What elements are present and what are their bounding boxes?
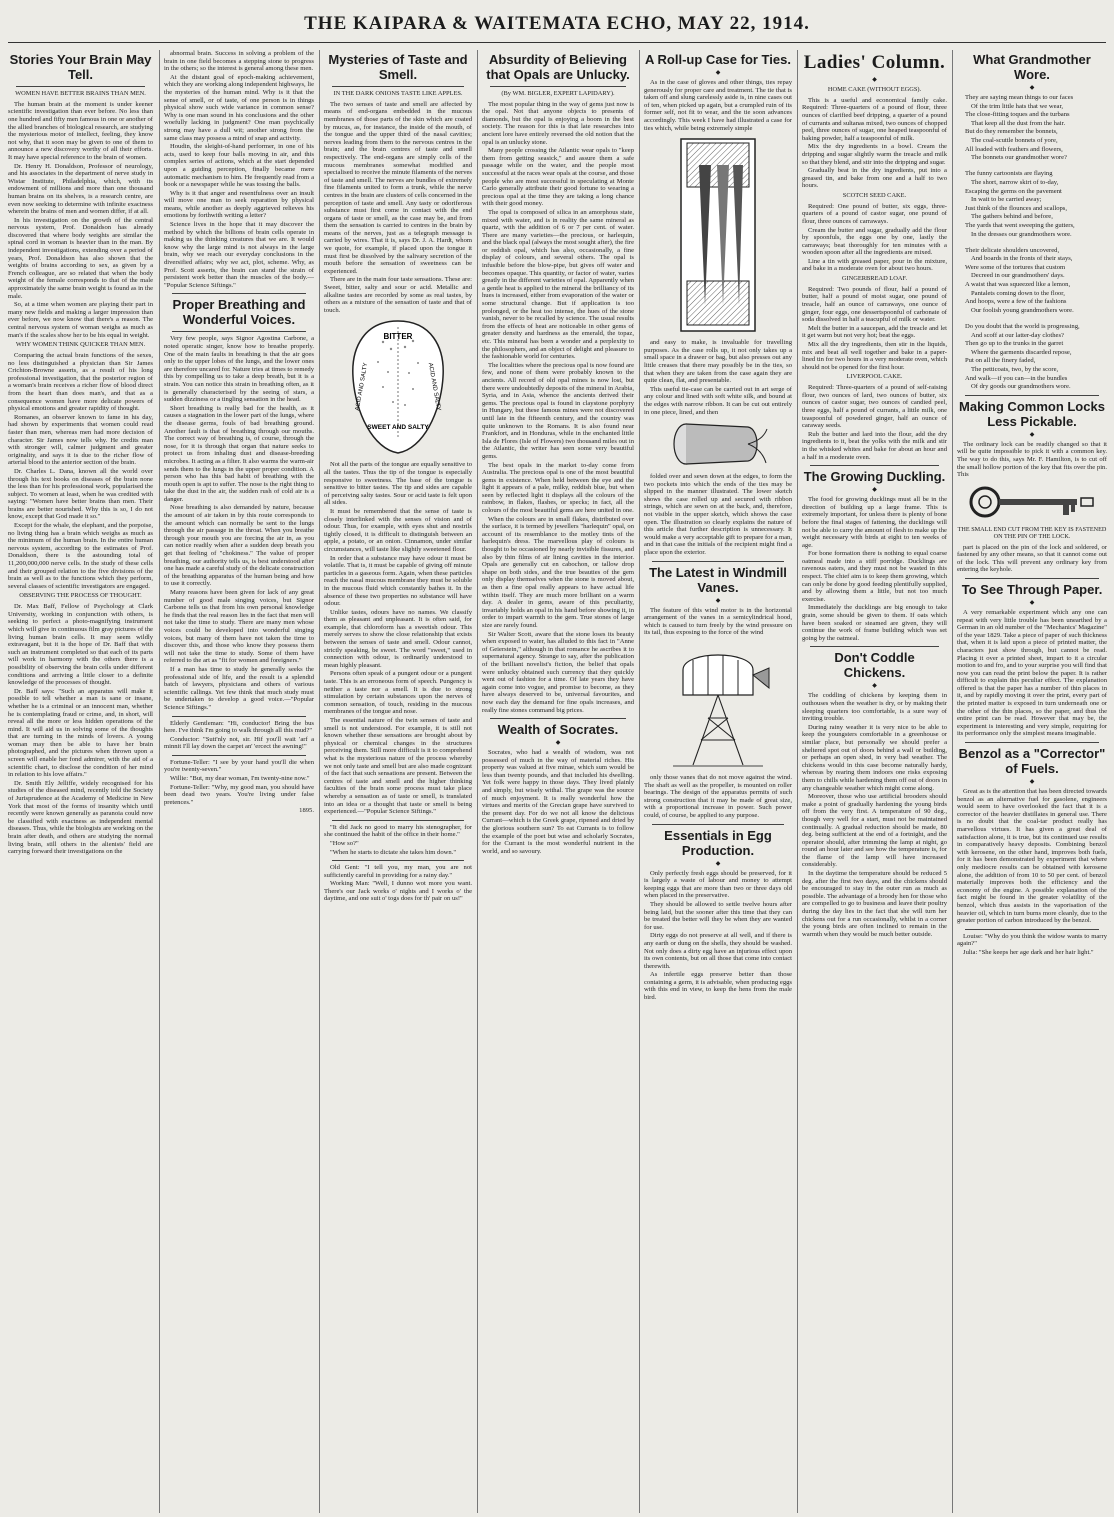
paragraph: Dirty eggs do not preserve at all well, and if there is any earth or dung on the shells, they should be washed. Not only does a dirty egg have an injurious effect upon its own contents, but on all those that come into contact therewith.: [644, 932, 792, 970]
poem-line: And hoops, were a few of the fashions: [965, 298, 1067, 306]
diamond-ornament: ◆: [715, 597, 721, 604]
diamond-ornament: ◆: [872, 77, 877, 83]
poem-line: They are saying mean things to our faces: [965, 94, 1074, 101]
paragraph: Required: One pound of butter, six eggs, three-quarters of a pound of castor sugar, one pound of flour, three ounces of carraways.: [802, 202, 947, 225]
paragraph: Short breathing is really bad for the health, as it causes a stagnation in the lower part of the lungs, where the disease germs, fouls of bad breathing ground. Another fault is that of breathing through our mouths. The correct way of breathing is, of course, through the nose, for it is through that organ that nature seeks to protect us from inhaling dust and disease-breeding microbes. It acting as a filter. It also warms the warm-air sends them to the lungs in the upper proper condition. A person who has this bad habit of breathing with the mouth open is apt to suffer. The nose is the right thing to take the dust in the air, the sudden rush of cold air is a danger.: [164, 404, 314, 503]
diamond-ornament: ◆: [1029, 779, 1035, 786]
joke-line: Louise: "Why do you think the widow wants to marry again?": [957, 932, 1107, 948]
paragraph: When the colours are in small flakes, distributed over the surface, it is termed by jewellers "harlequin" opal, on account of its resemblance to the motley tints of the harlequin's dress. The marvellous play of colours is thought to be occasioned by nearly invisible fissures, and also by thin films of air lining cavities in the interior. Opals are generally cut en cabochon, or tallow drop shape on both sides, and the true beauties of the gem only display themselves when the stone is moved about, as then a fine opal really appears to have actual life within itself. They are much more brilliant on a warm day. A dealer in gems, aware of this peculiarity, invariably holds an opal in his hand before showing it, in order to impart warmth to the gem. True stones of large size are rarely found.: [482, 515, 634, 629]
diamond-ornament: ◆: [555, 740, 561, 747]
joke-line: Julia: "She keeps her age dark and her hair light.": [963, 948, 1094, 956]
poem-line: But do they remember the bonnets,: [965, 128, 1058, 136]
paragraph: Socrates, who had a wealth of wisdom, was not possessed of much in the way of material riches. His property was valued at five minae, which sum would be less than twenty pounds, and that included his dwelling. Yet folk were happy in those days. They lived plainly and simply, but wisely withal. The grape was the source of much enjoyment. It is really wonderful how the virtues and merits of the Grecian grape have survived to the present day. For do we not all know the delicious Currant—which is the Greek grape, ripened and dried by the glorious southern sun? To eat Currants is to follow the example of the poet but wise and scholarly Socrates, for the Currant is the most wonderful nutrient in the world, and so savoury.: [482, 749, 634, 855]
paragraph: Unlike tastes, odours have no names. We classify them as pleasant and unpleasant. It is often said, for example, that chloroform has a sweetish odour. This merely serves to show the close relationship that exists between the senses of taste and smell. Odour cannot, strictly speaking, be sweet. The word "sweet," used in connection with odour, is ordinarily understood to mean highly pleasant.: [324, 608, 472, 669]
paragraph: The opal is composed of silica in an amorphous state, mixed with water, and is in reality the same mineral as quartz, with the addition of 6 or 7 per cent. of water. There are many varieties—the precious, or harlequin, and the black opal (always the most sought after), the fire or reddish opal, which has also, occasionally, a fine display of colours, and several others. The opal is infusible before the blow-pipe, but gives off water and becomes opaque. This quantity, or factor of water, varies greatly in the different varieties of opal. Apparently when a gentle heat is applied to the mineral the brilliancy of its hues is increased, either from evaporation of the water or some structural change. But if application is too prolonged, or the heat too intense, the hues of the stone vanish, never to be recalled by science. The usual results from the effects of heat are noticeable in other gems of greater density and hardness as the emerald, the topaz, etc. This mineral has been a wonder and a perplexity to the philosophers, and an object of delight and pleasure to the fashionable world for centuries.: [482, 208, 634, 361]
poem-line: Decreed in our grandmothers' days.: [971, 272, 1065, 280]
paragraph: A very remarkable experiment which any one can repeat with very little trouble has been unearthed by a German in an old number of the "Mechanics' Magazine" of the year 1829. Take a piece of paper of such thickness that, when it is laid upon a piece of printed matter, the characters just show through, but cannot be read. Placing it over a printed sheet, impart to it a circular motion to and fro, and to your surprise you will find that now you can read the print below the paper. It is rather difficult to explain this peculiar effect. The explanation offered is that the paper has a number of thin places in it, and by rapidly moving it over the print, every part of the printed matter is exposed in turn underneath one or the other of the thin places, so the paper, and thus the entire print can be read. However that may be, the experiment is interesting and very simple, requiring for its performance only the simplest means imaginable.: [957, 608, 1107, 738]
poem-line: Put on all the finery faded,: [965, 357, 1036, 365]
tongue-label-tip: SWEET AND SALTY: [367, 424, 429, 432]
paragraph: The human brain at the moment is under keener scientific investigation than ever before. No less than one hundred and fifty men famous in one or another of the allied branches of biological research, are studying the mysterious motor of intellect, feeling, they know not why, that it soon may be given to one of them to announce a new discovery worthy of all their efforts. It may have special reference to the brain of women.: [8, 100, 153, 161]
joke-line: Willie: "But, my dear woman, I'm twenty-nine now.": [170, 775, 310, 783]
tie-case-rolled-illustration: [668, 419, 768, 469]
divider: [172, 716, 306, 717]
paragraph: Dr. Charles L. Dana, known all the world over through his text books on diseases of the brain none the less than for his professional work, popularised the subject. To women at least, when he was credited with saying: "Women have better brains than men. Their brains are better nourished. Why this is so, I do not know, except that God made it so.": [8, 467, 153, 521]
paragraph: As in the case of gloves and other things, ties repay generously for proper care and treatment. The tie that is taken off and slung carelessly aside is, in nine cases out of ten, when picked up again, but a crumpled ruin of its former self, not fit to wear, and the tie soon advances accordingly. This week I have had illustrated a case for ties which, while being extremely simple: [644, 79, 792, 132]
headline-duckling: The Growing Duckling.: [803, 469, 946, 485]
paragraph: Only perfectly fresh eggs should be preserved, for it is largely a waste of labour and money to attempt keeping eggs that are more than two or three days old when placed in the preservative.: [644, 869, 792, 900]
recipe-title: SCOTCH SEED CAKE.: [842, 191, 907, 199]
poem-line: The coal-scuttle bonnets of yore,: [971, 136, 1058, 144]
divider: [965, 578, 1099, 579]
divider: [332, 86, 464, 87]
paragraph: The two senses of taste and smell are affected by means of end-organs embedded in the mucous membranes of those parts of the skin which are coated by mucus, as, for instance, the inside of the mouth, of the tongue and the upper third of the nasal cavities; nerves leading from them to the nervous centres in the brain; and the brain centres of taste and smell respectively. The end-organs are simply cells of the mucous membranes somewhat modified and specialised to receive the minute filaments of the nerves of taste and smell. The nerves are bundles of extremely fine filaments united to form a trunk, while the nerve centres in the brain are clusters of cells concerned in the perception of taste and smell. Any tasty or odoriferous substance must first come in contact with the end organs of taste or smell, as the case may be, and from them the sensation is carried to centres in the brain by means of the nerves, just as a telegraph message is carried by wires. That it is, says Dr. J. A. Hardt, whom we quote, for example, if placed upon the tongue it must first be dissolved by the salivary secretion of the mouth before the sensation of sweetness can be experienced.: [324, 100, 472, 275]
poem-line: The petticoats, two, by the score,: [971, 366, 1059, 373]
paragraph: At the distant goal of epoch-making achievement, which they are working along independent highways, lie the mysteries of the human mind. Why is it that the sense of smell, or of taste, of one person is in things physical show such wide variance in common sense? Why is one man sound in his conclusions and the other woefully lacking in judgment? One man psychically strong may have a dull wit; another strong from the same class may possess a mind of snap and activity.: [164, 73, 314, 142]
divider: [332, 860, 464, 861]
paragraph: Gradually beat in the dry ingredients, put into a greased tin, and bake from one and a half to two hours.: [802, 167, 947, 190]
poem-line: The gathers behind and before,: [971, 213, 1053, 221]
joke-line: Fortune-Teller: "I see by your hand you'll die when you're twenty-seven.": [164, 758, 314, 774]
poem-line: Do you doubt that the world is progressing,: [965, 323, 1080, 331]
column-7: [952, 50, 1107, 1513]
poem-line: All loaded with feathers and flowers,: [965, 145, 1063, 153]
headline-taste-smell: Mysteries of Taste and Smell.: [328, 52, 468, 82]
paragraph: For bone formation there is nothing to equal coarse oatmeal made into a stiff porridge. Ducklings are ravenous eaters, and they must not be wasted in this respect. The chief aim is to keep them growing, which can only be done by good feeding plentifully supplied, and by allowing them a little, but not too much exercise.: [802, 550, 947, 603]
joke-line: Conductor: "Sutt'nly not, sir. Hif you'll wait 'arf a minnit I'll lay down the carpet an' 'ercect the awning!": [164, 735, 314, 751]
subhead-onions: IN THE DARK ONIONS TASTE LIKE APPLES.: [333, 90, 463, 97]
poem-line: In the dresses our grandmothers wore.: [971, 230, 1072, 238]
recipe-title: HOME CAKE (WITHOUT EGGS).: [827, 86, 922, 93]
paragraph: Required: Three-quarters of a pound of self-raising flour, two ounces of lard, two ounces of butter, six ounces of castor sugar, two ounces of candied peel, three eggs, half a pound of currants, a little milk, one teaspoonful of powdered ginger, half an ounce of caraway seeds.: [802, 384, 947, 430]
headline-eggs: Essentials in Egg Production.: [664, 827, 772, 858]
paragraph: Great as is the attention that has been directed towards benzol as an alternative fuel for gasolene, engineers would seem to have overlooked the fact that it is a corrector of the heavier distillates in general use. There is no doubt that the coal-tar product really has marvellous virtues. It has given a great deal of satisfaction alone, it is true, but its continued use results in comparatively heavy deposits. Combining benzol with kerosene, on the other hand, improves both fuels, for it has been demonstrated by experiment that where only mediocre results can be obtained with kerosene alone, the addition of from 10 to 50 per cent. of benzol materially improves both the efficiency and the economy of the engine. A possible explanation of the fact might be found in the greater volatility of the benzol, which thus assists in the vaporisation of the heavier oil, which in turn burns more cleanly, due to the greater portion of carbon introduced by the benzol.: [957, 788, 1107, 925]
poem-line: Their delicate shoulders uncovered,: [965, 246, 1060, 254]
paragraph: Science lives in the hope that it may discover the method by which the billions of brain cells operate in making us the thinking creatures that we are. It would know why the large mind is not always in the large brain, why we reach our everyday conclusions in the diversified affairs; why we act, plot, scheme. Why, as Prof. Scott asserts, the brain can stand the strain of persistent work better than the muscles of the body.— "Popular Science Siftings.": [164, 221, 314, 289]
paragraph: In the daytime the temperature should be reduced 5 deg. after the first two days, and the chickens should be encouraged to stay in the outer run as much as possible. The advantage of a broody hen for those who are compelled to go to business and leave their poultry during the day lies in the fact that she will turn her chickens out for a run occasionally, whilst in a corner the young birds are often inclined to remain in the warmth when they would be much better outside.: [802, 870, 947, 938]
paragraph: Rub the butter and lard into the flour, add the dry ingredients to it, beat the yolks with the milk and stir in the whisked whites and bake for about an hour and a half in a moderate oven.: [802, 430, 947, 461]
diamond-ornament: ◆: [1029, 599, 1035, 606]
poem-line: And scoff at our latter-day clothes?: [971, 331, 1064, 339]
joke-line: Old Gent: "I tell you, my man, you are not sufficiently careful in providing for a rainy day.": [324, 864, 472, 879]
joke-line: "How so?": [330, 839, 359, 847]
poem-line: Then go up to the trunks in the garret: [965, 340, 1064, 348]
joke-line: Working Man: "Well, I dunno wot more you want. There's our Jack works o' nights and I works o' the daytime, and one suit o' togs does for th' pair on us!": [324, 880, 472, 903]
column-1: [8, 50, 153, 1513]
paragraph: Sir Walter Scott, aware that the stone loses its beauty when exposed to water, has alluded to this fact in "Anne of Geierstein," although in that romance he ascribes it to supernatural agency. Strange to say, after the publication of the brilliant novelist's fiction, the belief that opals were unlucky obtained such currency that they quickly went out of fashion for a time. Of late years they have again come into vogue, and promise to become, as they have always deserved to be, universal favourites, and now each day the demand for fine opals increases, and really fine stones command big prices.: [482, 630, 634, 714]
column-4: [477, 50, 634, 1513]
paragraph: Except for the whale, the elephant, and the porpoise, no living thing has a brain which weighs as much as the minimum of the human brain. In the entire human nervous system, according to the estimates of Prof. Donaldson, there is the astounding total of 11,200,000,000 nerve cells. In the study of these cells and their grouped relation to the five divisions of the brain as well as to the functions which they perform, several classes of scientific investigators are engaged.: [8, 522, 153, 590]
paragraph: only those vanes that do not move against the wind. The shaft as well as the propeller, is mounted on roller bearings. The design of the apparatus permits of such strong construction that it may be made of great size, with a proportional increase in power. Such power could, of course, be applied to any purpose.: [644, 774, 792, 819]
subhead-think-quicker: WHY WOMEN THINK QUICKER THAN MEN.: [15, 341, 146, 349]
masthead: THE KAIPARA & WAITEMATA ECHO, MAY 22, 1914.: [8, 6, 1106, 43]
divider: [172, 755, 306, 756]
tongue-illustration: [343, 317, 453, 457]
paragraph: During rainy weather it is very nice to be able to keep the youngsters comfortable in a greenhouse or similar place, but personally we should prefer a sheltered spot out of doors behind a wall or building, or perhaps an open shed, in very bad weather. The chickens would in this case become naturally hardy, whereas by rearing them indoors one risks exposing them to chills while hardening them off out of doors in any changeable weather which might come along.: [802, 723, 947, 792]
divider: [652, 824, 784, 825]
poem-line: And walk—if you can—in the bundles: [965, 374, 1068, 382]
subhead-process-thought: OBSERVING THE PROCESS OF THOUGHT.: [19, 592, 142, 600]
paragraph: The localities where the precious opal is now found are few, and none of them were probably known to the ancients. All record of old opal mines is now lost, but there were undoubtedly deposits of the mineral in Arabia, Syria, and in Asia, whence the ancients derived their gems. The precious opal is found in claystone porphyry in Hungary, but these famous mines were not discovered until late in the fifteenth century, and the country was quite unknown to the Romans. It is also found near Frankfort, and in Honduras, while in the enchanted little Isla de Flores (Isle of Flowers) two thousand miles out in the Atlantic, the writer has seen some very beautiful gems.: [482, 361, 634, 460]
paragraph: The ordinary lock can be readily changed so that it will be quite impossible to pick it with a common key. The way to do this, says Mr. F. Hamilton, is to cut off the small hollow portion of the key that fits over the pin. This: [957, 440, 1107, 479]
divider: [332, 820, 464, 821]
poem-line: Our foolish young grandmothers wore.: [971, 306, 1074, 314]
paragraph: Many people crossing the Atlantic wear opals to "keep them from getting seasick," and assure them a safe passage while on the water, and the people most successful at the races wear opals at the course, and those people who are most successful in speculating at Monte Carlo generally attribute their good fortune to wearing a precious opal at the time they are taking a long chance with their good money.: [482, 147, 634, 208]
paragraph: They should be allowed to settle twelve hours after being laid, but the sooner after this time that they can be treated the better will they be when they are wanted for use.: [644, 900, 792, 931]
headline-ladies-column: Ladies' Column.: [803, 52, 946, 73]
columns: [8, 50, 1106, 1513]
paragraph: Comparing the actual brain functions of the sexes, no less distinguished a physician than Sir James Crichton-Browne asserts, as a result of his long professional investigation, that the posterior region of a woman's brain receives a richer flow of blood direct from the heart than does man's, and that as a consequence women have more delicate powers of physical emotions and greater rapidity of thought.: [8, 352, 153, 413]
divider: [16, 86, 145, 87]
poem-line: Of dry goods our grandmothers wore.: [971, 383, 1071, 391]
paragraph: The best opals in the market to-day come from Australia. The precious opal is one of the most beautiful gems in existence. When held between the eye and the light it appears of a pale, milky, reddish blue, but when seen by reflected light it displays all the colours of the rainbow, in flakes, flashes, or specks; in fact, all the colours of the most beautiful gems are here united in one.: [482, 461, 634, 515]
paragraph: Dr. Baff says: "Such an apparatus will make it possible to tell whether a man is sane or insane, whether he is a criminal or an innocent man, whether he is contemplating fraud or crime, and, in short, will reveal all the more or less hidden operations of the mind. It will aid us in solving some of the thoughts that are turning in the minds of lovers. A young woman may then be able to have her brain photographed, and the pictures when thrown upon a screen will enable her fond admirer, with the aid of a scientific chart, to disclose the condition of her mind in relation to his love affairs.": [8, 687, 153, 779]
paragraph: Melt the butter in a saucepan, add the treacle and let it get warm but not very hot; beat the eggs.: [802, 324, 947, 340]
poem-line: Just think of the flounces and scallops,: [965, 204, 1068, 212]
joke-date: 1895.: [299, 807, 314, 815]
headline-grandmother: What Grandmother Wore.: [973, 52, 1091, 82]
tie-case-open-illustration: [673, 135, 763, 335]
paragraph: In his investigation on the growth of the central nervous system, Prof. Donaldson has already discovered that where body weights are similar the spinal cord in woman is heavier than in the man. By independent investigations, extending over a period of years, Prof. Donaldson has also shown that the weights of brains according to sex, as given by a French colleague, are so related that when the body weight of the female corresponds to that of the male approximately the same brain weight is found as in the male.: [8, 216, 153, 300]
paragraph: Dr. Smith Ely Jelliffe, widely recognised for his studies of the diseased mind, recently told the Society of Jurisprudence at the Academy of Medicine in New York that most of the forms of insanity which until recently were known generally as paranoia could now be classified with exactness as independent mental diseases. Thus, while the biologists are working on the brain after death, and others are studying the normal living brain, still others in the alienists' field are carrying forward their investigations on the: [8, 779, 153, 856]
poem: [957, 94, 1107, 391]
paragraph: The most popular thing in the way of gems just now is the opal. Not that anyone objects to presents of diamonds, but the opal is enjoying a boom in the best society. The reason for this is that late researches into ancient lore have entirely reversed the old notion that the opal is an unlucky stone.: [482, 100, 634, 146]
paragraph: Many reasons have been given for lack of any great number of good male singing voices, but Signor Carbone tells us that from his own personal knowledge he finds that the real reason lies in the fact that men will not take the time to study. There are many men whose voices could be developed into wonderful singing voices, but many of them have not taken the time to discover this, and those who know they possess them will not take the time to study. Some of them have referred to the art as "fit for women and foreigners.": [164, 589, 314, 665]
paragraph: Immediately the ducklings are big enough to take grain, some should be given to them. If oats which have been soaked or steamed are given, they will continue the work of frame building which was set going by the oatmeal.: [802, 604, 947, 642]
byline: (By WM. BIGLER, EXPERT LAPIDARY).: [501, 90, 615, 97]
headline-breathing: Proper Breathing and Wonderful Voices.: [172, 297, 306, 328]
paragraph: The coddling of chickens by keeping them in outhouses when the weather is dry, or by making their sleeping quarters too comfortable, is a sure way of inviting trouble.: [802, 692, 947, 723]
paragraph: Mix all the dry ingredients, then stir in the liquids, mix and beat all well together and bake in a paper-lined tin for two hours in a very moderate oven, which should not be opened for the first hour.: [802, 341, 947, 371]
column-2: [159, 50, 314, 1513]
paragraph: Required: Two pounds of flour, half a pound of butter, half a pound of moist sugar, one pound of treacle, half an ounce of carraways, one ounce of ginger, four eggs, one dessertspoonful of carbonate of soda dissolved in half a teacupful of milk or water.: [802, 285, 947, 324]
column-3: [319, 50, 472, 1513]
joke-line: Elderly Gentleman: "Hi, conductor! Bring the bus here. I've think I'm going to walk through all this mud?": [164, 719, 314, 735]
diamond-ornament: ◆: [872, 683, 877, 690]
paragraph: The feature of this wind motor is in the horizontal arrangement of the vanes in a semicylindrical hood, which is caused to turn freely by the wind pressure on its tail, thus exposing to the force of the wind: [644, 606, 792, 637]
recipe-title: GINGERBREAD LOAF.: [841, 275, 908, 283]
divider: [810, 646, 939, 647]
headline-brain: Stories Your Brain May Tell.: [9, 52, 152, 82]
divider: [172, 331, 306, 332]
joke-line: "It did Jack no good to marry his stenographer, for she continued the habit of the office in their home.": [324, 823, 472, 839]
paragraph: So, at a time when women are playing their part in many new fields and making a larger impression than ever before, we now know that there's a reason. The central nervous system of woman weighs as much as man's if the scales show her to be his equal in weight.: [8, 301, 153, 339]
key-illustration: [967, 482, 1097, 522]
paragraph: Dr. Henry H. Donaldson, Professor of neurology, and his associates in the department of nerve study in Wistar Institute, Philadelphia, which, with its endowment of millions and more than one thousand human brains on its shelves, is a research centre, are even now seeking to determine with infinite exactness wherein the brains of men and women differ, if at all.: [8, 162, 153, 216]
paragraph: The essential nature of the twin senses of taste and smell is not understood. For example, it is still not known whether these sensations are brought about by physical or chemical changes in the structures perceiving them. Still more difficult is it to comprehend what is the mysterious nature of the process whereby we not only taste and smell but are also made cognizant of the fact that such sensations are present. Between the centres of taste and smell and the higher thinking faculties of the brain some process must take place whereby a sensation as of taste or smell, is translated into an idea or a thought that taste or smell is being experienced.—"Popular Science Siftings.": [324, 717, 472, 816]
paragraph: Why is it that anger and resentfulness over an insult will move one man to seek reparation by physical means, while another as deeply aggrieved relieves his emotions by forthwith writing a letter?: [164, 189, 314, 220]
headline-opals: Absurdity of Believing that Opals are Unlucky.: [486, 52, 630, 82]
divider: [490, 86, 626, 87]
paragraph: It must be remembered that the sense of taste is closely interlinked with the senses of vision and of odour. Thus, for example, with eyes shut and nostrils tightly closed, it is difficult to distinguish between an apple, a potato, or an onion. Cinnamon, under similar circumstances, will taste like slightly sweetened flour.: [324, 507, 472, 553]
poem-line: Pantalets coming down to the floor,: [971, 289, 1065, 297]
paragraph: Cream the butter and sugar, gradually add the flour by spoonfuls, the eggs one by one, lastly the carraways; beat thoroughly for ten minutes with a wooden spoon after all the ingredients are mixed.: [802, 226, 947, 257]
poem-line: The short, narrow skirt of to-day,: [971, 178, 1059, 186]
paragraph: Line a tin with greased paper, pour in the mixture, and bake in a moderate oven for about two hours.: [802, 257, 947, 273]
paragraph: As infertile eggs preserve better than those containing a germ, it is advisable, when producing eggs with this end in view, to keep the hens from the male bird.: [644, 971, 792, 1002]
poem-line: A waist that was squeezed like a lemon,: [965, 281, 1071, 289]
paragraph: Dr. Max Baff, Fellow of Psychology at Clark University, working in conjunction with others, is seeking to perfect a photo-magnifying instrument which will give in continuous film gray pictures of the living human brain cells. It may seem wildly extravagant, but it is the hope of Dr. Baff that with such an instrument completed so that each of its parts will work in harmony with the others there is a possibility of observing the brain cells under different conditions and arriving a little closer to a definite knowledge of the processes of thought.: [8, 603, 153, 687]
paragraph: The food for growing ducklings must all be in the direction of building up a large frame. This is extremely important, for unless there is plenty of bone before the final stages of fattening, the ducklings will not be able to carry the amount of flesh to make up the weight necessary with birds at eight to ten weeks of age.: [802, 496, 947, 549]
paragraph: If a man has time to study he generally seeks the professional side of life, and the result is a splendid batch of lawyers, physicians and others of various scientific callings. Yet few think that much study must be undertaken to develop a good voice.—"Popular Science Siftings.": [164, 665, 314, 711]
tongue-label-left: ACID AND SALTY: [354, 362, 370, 412]
poem-line: Escaping the germs on the pavement: [965, 187, 1062, 195]
paragraph: and easy to make, is invaluable for travelling purposes. As the case rolls up, it not only takes up a small space in a drawer or bag, but also presses out any little creases that there may possibly be in the ties, so that when they are taken from the case again they are quite clean, flat, and presentable.: [644, 339, 792, 385]
poem-line: That keep all the dust from the hair.: [971, 119, 1066, 127]
key-caption: THE SMALL END CUT FROM THE KEY IS FASTENED ON THE PIN OF THE LOCK.: [957, 525, 1107, 541]
headline-windmill: The Latest in Windmill Vanes.: [649, 564, 787, 595]
poem-line: Of the trim little hats that we wear,: [971, 102, 1064, 110]
poem-line: Where the garments discarded repose,: [971, 348, 1072, 356]
paragraph: abnormal brain. Success in solving a problem of the brain in one field becomes a stepping stone to progress in the others; so the interest is general among these men.: [164, 50, 314, 73]
paragraph: Nose breathing is also demanded by nature, because the amount of air taken in by this route corresponds to the amount which can normally be sent to the lungs through the air passage in the throat. When you breathe through your mouth you are forcing the air in, as you can notice readily when after a sudden deep breath you get that feeling of "chokiness." The value of proper breathing, our authority tells us, is best understood after one has made a careful study of the delicate construction of the breathing apparatus of the human being and how to use it correctly.: [164, 504, 314, 588]
paragraph: part is placed on the pin of the lock and soldered, or fastened by any other means, so that it cannot come out of the lock. This will prevent any ordinary key from entering the keyhole.: [957, 543, 1107, 574]
diamond-ornament: ◆: [1029, 85, 1035, 91]
paragraph: Very few people, says Signor Agostina Carbone, a noted operatic singer, know how to breathe properly. One of the main faults in breathing is that the air goes only to the upper lobes of the lungs, and the lower ones are therefore uncared for. Nature tries at times to remedy this by compelling us to take a deep breath, but it is a strain. You can notice this strain in breathing often, as it is generally characterised by the seeing of stars, a sudden dizziness or a tingling sensation in the head.: [164, 335, 314, 404]
divider: [965, 929, 1099, 930]
tongue-label-right: ACID AND SALTY: [426, 362, 442, 412]
poem-line: The funny cartoonists are flaying: [965, 170, 1053, 178]
column-5: [639, 50, 792, 1513]
paragraph: Not all the parts of the tongue are equally sensitive to all the tastes. Thus the tip of the tongue is especially responsive to sweetness. The base of the tongue is sensitive to bitter tastes. The tip and sides are capable of perceiving salty tastes. Sour or acid taste is felt upon all sides.: [324, 461, 472, 507]
headline-tie-case: A Roll-up Case for Ties.: [645, 52, 791, 67]
poem-line: The yards that went sweeping the gutters,: [965, 221, 1075, 229]
poem-line: In wait to be carried away;: [971, 196, 1042, 204]
tongue-label-back: BITTER: [383, 332, 413, 342]
poem-line: The close-fitting toques and the turbans: [965, 111, 1070, 119]
column-6: [797, 50, 947, 1513]
headline-see-through-paper: To See Through Paper.: [961, 581, 1103, 597]
divider: [810, 465, 939, 466]
paragraph: folded over and sewn down at the edges, to form the two pockets into which the ends of the ties may be slipped in the manner illustrated. The lower sketch shows the case rolled up and secured with ribbon strings, which are sewn on at the back, and, therefore, not visible in the upper sketch, which shows the case open. The illustration so clearly explains the nature of this article that further description is unnecessary. It would make a very acceptable gift to prepare for a man, and in that case the initials of the recipient might find a place upon the exterior.: [644, 473, 792, 557]
divider: [172, 293, 306, 294]
diamond-ornament: ◆: [715, 860, 721, 867]
paragraph: This useful tie-case can be carried out in art serge of any colour and lined with soft white silk, and bound at the edges with narrow ribbon. It can be cut out entirely in one piece, lined, and then: [644, 385, 792, 416]
paragraph: Mix the dry ingredients in a bowl. Cream the dripping and sugar slightly warm the treacle and milk so that they blend, and stir into the dripping and sugar.: [802, 143, 947, 166]
paragraph: Moreover, those who use artificial brooders should make a point of gradually hardening the young birds off from the very first. A temperature of 90 deg., though very well for a start, must not be maintained continually. A gradual reduction should be made, 80 deg. being sufficient at the end of a fortnight, and the operator should, after trimming the lamp at night, go round an hour later and see how the temperature is, for the flame of the lamp will have increased considerably.: [802, 793, 947, 869]
joke-line: Fortune-Teller: "Why, my good man, you should have been dead two years. You're living under false pretences.": [164, 783, 314, 806]
poem-line: And boards in the fronts of their stays,: [971, 255, 1073, 263]
windmill-illustration: [663, 640, 773, 770]
headline-chickens: Don't Coddle Chickens.: [834, 650, 915, 681]
diamond-ornament: ◆: [1029, 431, 1035, 438]
paragraph: In order that a substance may have odour it must be volatile. That is, it must be capable of giving off minute particles in a gaseous form. Again, when these particles reach the nasal mucous membrane they must be soluble in the mucous fluid which constantly bathes it. In the absence of these two properties no substance will have odour.: [324, 554, 472, 608]
poem-line: Were some of the tortures that custom: [965, 263, 1066, 271]
poem-line: The bonnets our grandmother wore?: [971, 154, 1067, 162]
joke-line: "When he starts to dictate she takes him down.": [330, 848, 457, 856]
divider: [965, 742, 1099, 743]
headline-socrates: Wealth of Socrates.: [497, 722, 619, 738]
divider: [490, 718, 626, 719]
paragraph: This is a useful and economical family cake. Required: Three-quarters of a pound of flour, three ounces of clarified beef dripping, a quarter of a pound of currants and sultanas mixed, two ounces of chopped peel, three ounces of sugar, one heaped teaspoonful of baking powder, half a teaspoonful of milk.: [802, 96, 947, 142]
subhead-women-brains: WOMEN HAVE BETTER BRAINS THAN MEN.: [15, 90, 146, 97]
recipe-title: LIVERPOOL CAKE.: [846, 373, 903, 381]
paragraph: Persons often speak of a pungent odour or a pungent taste. This is an erroneous form of speech. Pungency is neither a taste nor a smell. It is due to strong stimulation by certain substances upon the nerves of common sensation, of touch, residing in the mucous membranes of the tongue and nose.: [324, 670, 472, 716]
divider: [965, 395, 1099, 396]
diamond-ornament: ◆: [872, 487, 877, 494]
paragraph: There are in the main four taste sensations. These are: Sweet, bitter, salty and sour or acid. Metallic and alkaline tastes are recorded by some as real tastes, by others as a mixture of the sensation of taste and that of touch.: [324, 276, 472, 314]
paragraph: Romanes, an observer known to fame in his day, had shown by experiments that women could read faster than men, whereas men had more decision of character. Sir James now tells why. He credits man with stronger will, calmer judgment and greater originality, and says it is due to the richer flow of arterial blood to the anterior section of the brain.: [8, 413, 153, 467]
headline-benzol: Benzol as a "Corrector" of Fuels.: [958, 746, 1106, 777]
diamond-ornament: ◆: [715, 70, 721, 76]
headline-locks: Making Common Locks Less Pickable.: [959, 398, 1105, 429]
paragraph: Houdin, the sleight-of-hand performer, in one of his acts, used to keep four balls moving in air, and this complex series of actions, which at the start depended upon a guiding perception, finally became mere automatic mechanism to him. He frequently read from a book or a newspaper while he was tossing the balls.: [164, 143, 314, 189]
divider: [652, 561, 784, 562]
